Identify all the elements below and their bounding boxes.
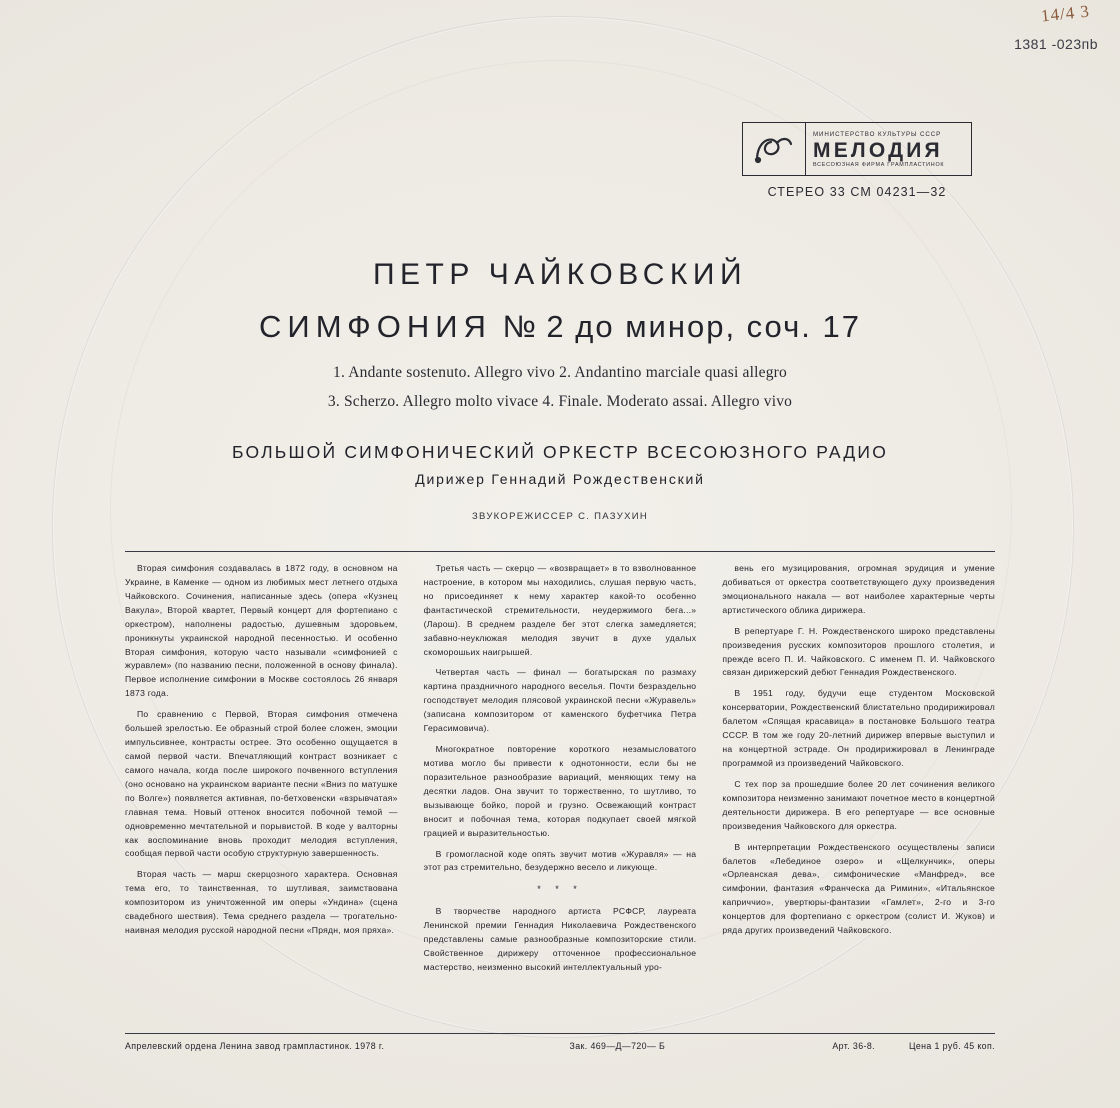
liner-notes-column-2 xyxy=(424,562,697,982)
work-title xyxy=(0,309,1120,345)
paragraph: В интерпретации Рождественского осуществлены записи балетов «Лебединое озеро» и «Щелкунчик», оперы «Орлеанская дева», симфонические «Манфред», все симфонии, фантазия «Франческа да Римини», «Итальянское каприччио», увертюры-фантазии «Гамлет», 2-го и 3-го концертов для фортепиано с оркестром (солист И. Жуков) и ряда других произведений Чайковского. xyxy=(722,841,996,936)
melodiya-logo-block xyxy=(742,122,972,199)
paragraph: Вторая симфония создавалась в 1872 году, в основном на Украине, в Каменке — одном из любимых мест летнего отдыха Чайковского. Сочинения, написанные здесь (опера «Кузнец Вакула», Второй квартет, Первый концерт для фортепиано с оркестром), наполнены радостью, душевным здоровьем, проникнуты украинской народной песенностью. И особенно Вторая симфония, которую часто называли «симфонией с журавлем» (по названию песни, положенной в основу финала). Первое исполнение симфонии в Москве состоялось 26 января 1873 года. xyxy=(125,563,398,699)
paragraph: Четвертая часть — финал — богатырская по размаху картина праздничного народного веселья. Почти безраздельно господствует мелодия плясовой украинской песни «Журавель» (записана композитором от каменского буфетчика Петра Герасимовича). xyxy=(423,667,697,734)
liner-notes-column-1 xyxy=(125,562,398,982)
ornament-stars: * * * xyxy=(537,884,583,895)
plant-info: Апрелевский ордена Ленина завод грампластинок. 1978 г. xyxy=(125,1041,385,1051)
work-title-main: СИМФОНИЯ xyxy=(259,309,492,344)
paragraph: вень его музицирования, огромная эрудиция и умение добиваться от оркестра соответствующего духу произведения эмоционального накала — вот наиболее характерные черты артистического облика дирижера. xyxy=(722,563,996,615)
brand-name: МЕЛОДИЯ xyxy=(813,139,943,163)
catalog-number-stamp: 1381 -023пb xyxy=(1014,36,1098,52)
paragraph: По сравнению с Первой, Вторая симфония отмечена большей зрелостью. Ее образный строй более сложен, эмоции импульсивнее, контрасты острее. Это особенно ощущается в самой первой части. Впечатляющий контраст возникает с самого начала, когда после широкого почвенного вступления (оно основано на украинском варианте песни «Вниз по матушке по Волге») появляется активная, по-бетховенски «взрывчатая» главная тема. Новый оттенок вносится побочной темой — одновременно мечтательной и порывистой. В коде у валторны как воспоминание вновь проходит мелодия вступления, сообщая первой части особую структурную завершенность. xyxy=(125,709,398,859)
paragraph: С тех пор за прошедшие более 20 лет сочинения великого композитора неизменно занимают почетное место в концертной деятельности дирижера. В его репертуаре — все основные произведения Чайковского для оркестра. xyxy=(722,778,996,831)
movements-list xyxy=(0,359,1120,416)
orchestra-name: БОЛЬШОЙ СИМФОНИЧЕСКИЙ ОРКЕСТР ВСЕСОЮЗНОГО РАДИО xyxy=(231,442,889,463)
liner-notes-column-3 xyxy=(722,562,995,982)
paragraph: В репертуаре Г. Н. Рождественского широко представлены произведения русских композиторов прошлого столетия, и прежде всего П. И. Чайковского. С именем П. И. Чайковского связан дирижерский дебют Геннадия Рождественского. xyxy=(722,625,996,678)
melodiya-emblem-icon xyxy=(743,123,806,175)
logo-text-group xyxy=(806,123,971,175)
title-block xyxy=(0,258,1120,522)
ministry-label: МИНИСТЕРСТВО КУЛЬТУРЫ СССР xyxy=(813,130,942,138)
paragraph: Многократное повторение короткого незамысловатого мотива могло бы привести к однотонности, если бы не поразительное разнообразие вариаций, меняющих тему на десятки ладов. Она звучит то торжественно, то шутливо, то вызывающе бойко, порой и грузно. Освежающий контраст вносит и побочная тема, которая подкупает своей мягкой грацией и выразительностью. xyxy=(423,744,697,838)
paragraph: В творчестве народного артиста РСФСР, лауреата Ленинской премии Геннадия Николаевича Рождественского представлены самые разнообразные композиторские стили. Свойственное дирижеру отточенное профессиональное мастерство, неизменно высокий интеллектуальный уро- xyxy=(423,905,697,972)
composer-name: ПЕТР ЧАЙКОВСКИЙ xyxy=(372,258,748,291)
work-title-number: № 2 xyxy=(502,309,565,344)
movements-line-1: 1. Andante sostenuto. Allegro vivo 2. Andantino marciale quasi allegro xyxy=(333,364,787,381)
brand-subtitle: ВСЕСОЮЗНАЯ ФИРМА ГРАМПЛАСТИНОК xyxy=(813,162,945,169)
paragraph: В 1951 году, будучи еще студентом Московской консерватории, Рождественский блистательно продирижировал балетом «Спящая красавица» в постановке Большого театра СССР. В том же году 20-летний дирижер впервые выступил и на концертной эстраде. Он продирижировал в Ленинграде программой из произведений Чайковского. xyxy=(722,688,996,768)
footer-imprint xyxy=(125,1041,995,1051)
price-label: Цена 1 руб. 45 коп. xyxy=(908,1041,995,1051)
movements-line-2: 3. Scherzo. Allegro molto vivace 4. Finale. Moderato assai. Allegro vivo xyxy=(327,392,793,410)
divider-top xyxy=(125,551,995,552)
paragraph: Вторая часть — марш скерцозного характера. Основная тема его, то таинственная, то шутливая, заимствована композитором из уничтоженной им оперы «Ундина» (сцена свадебного шествия). Тема среднего раздела — трогательно-наивная мелодия русской народной песни «Прядн, моя пряха». xyxy=(125,869,398,936)
paragraph: Третья часть — скерцо — «возвращает» в то взволнованное настроение, в котором мы находились, слушая первую часть, но присоединяет к нему характер какой-то особенно фантастической стремительности, неудержимого бега...» (Ларош). В среднем разделе бег этот слегка замедляется; забавно-неуклюжая мелодия звучит в духе удалых скоморошьих наигрышей. xyxy=(423,563,697,657)
paragraph: В громогласной коде опять звучит мотив «Журавля» — на этот раз стремительно, безудержно весело и ликующе. xyxy=(423,848,697,873)
divider-bottom xyxy=(125,1033,995,1034)
handwritten-mark: 14/4 3 xyxy=(1040,1,1091,26)
liner-notes xyxy=(125,562,995,982)
stereo-catalog-line: СТЕРЕО 33 СМ 04231—32 xyxy=(767,185,947,199)
work-title-key: до минор, соч. 17 xyxy=(575,309,861,344)
article-number: Арт. 36-8. xyxy=(832,1041,875,1051)
footer-right-group xyxy=(832,1041,995,1051)
conductor-name: Дирижер Геннадий Рождественский xyxy=(415,471,705,488)
order-number: Зак. 469—Д—720— Б xyxy=(569,1041,666,1051)
logo-frame xyxy=(742,122,972,176)
sound-engineer-credit: ЗВУКОРЕЖИССЕР С. ПАЗУХИН xyxy=(471,511,648,523)
